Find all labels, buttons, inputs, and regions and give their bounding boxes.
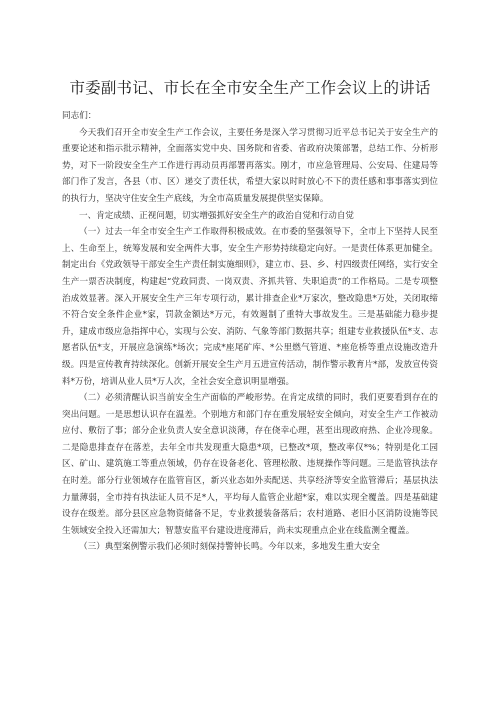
- document-body: [62, 108, 438, 556]
- section-heading-1: 一、肯定成绩、正视问题，切实增强抓好安全生产的政治自觉和行动自觉: [79, 210, 355, 221]
- document-title: 市委副书记、市长在全市安全生产工作会议上的讲话: [69, 79, 431, 97]
- paragraph-opening: 今天我们召开全市安全生产工作会议，主要任务是深入学习贯彻习近平总书记关于安全生产的重要论述和指示批示精神，全面落实党中央、国务院和省委、省政府决策部署，总结工作、分析形势，对下一阶段安全生产工作进行再动员再部署再落实。刚才，市应急管理局、公安局、住建局等部门作了发言，各县（市、区）递交了责任状，希望大家以时时放心不下的责任感和事事落实到位的执行力，坚决守住安全生产底线，为全市高质量发展提供坚实保障。: [62, 127, 438, 204]
- paragraph-warning: （三）典型案例警示我们必须时刻保持警钟长鸣。今年以来，多地发生重大安全: [79, 542, 380, 553]
- salutation: 同志们：: [62, 111, 97, 121]
- paragraph-challenges: （二）必须清醒认识当前安全生产面临的严峻形势。在肯定成绩的同时，我们更要看到存在的突出问题。一是思想认识存在温差。个别地方和部门存在重发展轻安全倾向，对安全生产工作被动应付、敷衍了事；部分企业负责人安全意识淡薄，存在侥幸心理，甚至出现政府热、企业冷现象。二是隐患排查存在落差，去年全市共发现重大隐患*项，已整改*项，整改率仅*%；特别是化工园区、矿山、建筑施工等重点领域，仍存在设备老化、管理松散、违规操作等问题。三是监管执法存在时差。部分行业领域存在监管盲区，新兴业态如外卖配送、共享经济等安全监管滞后；基层执法力量薄弱，全市持有执法证人员不足*人，平均每人监管企业超*家，难以实现全覆盖。四是基础建设存在级差。部分县区应急物资储备不足，专业救援装备落后；农村道路、老旧小区消防设施等民生领域安全投入还需加大；智慧安监平台建设进度滞后，尚未实现重点企业在线监测全覆盖。: [62, 393, 438, 536]
- paragraph-achievements: （一）过去一年全市安全生产工作取得积极成效。在市委的坚强领导下，全市上下坚持人民至上、生命至上，统筹发展和安全两件大事，安全生产形势持续稳定向好。一是责任体系更加健全。制定出台《党政领导干部安全生产责任制实施细则》，建立市、县、乡、村四级责任网络，实行安全生产一票否决制度，构建起“党政同责、一岗双责、齐抓共管、失职追责”的工作格局。二是专项整治成效显著。深入开展安全生产三年专项行动，累计排查企业*万家次，整改隐患*万处，关闭取缔不符合安全条件企业*家，罚款金额达*万元，有效遏制了重特大事故发生。三是基础能力稳步提升，建成市级应急指挥中心，实现与公安、消防、气象等部门数据共享；组建专业救援队伍*支、志愿者队伍*支，开展应急演练*场次；完成*座尾矿库、*公里燃气管道、*座危桥等重点设施改造升级。四是宣传教育持续深化。创新开展安全生产月五进宣传活动，制作警示教育片*部，发放宣传资料*万份，培训从业人员*万人次，全社会安全意识明显增强。: [62, 227, 438, 387]
